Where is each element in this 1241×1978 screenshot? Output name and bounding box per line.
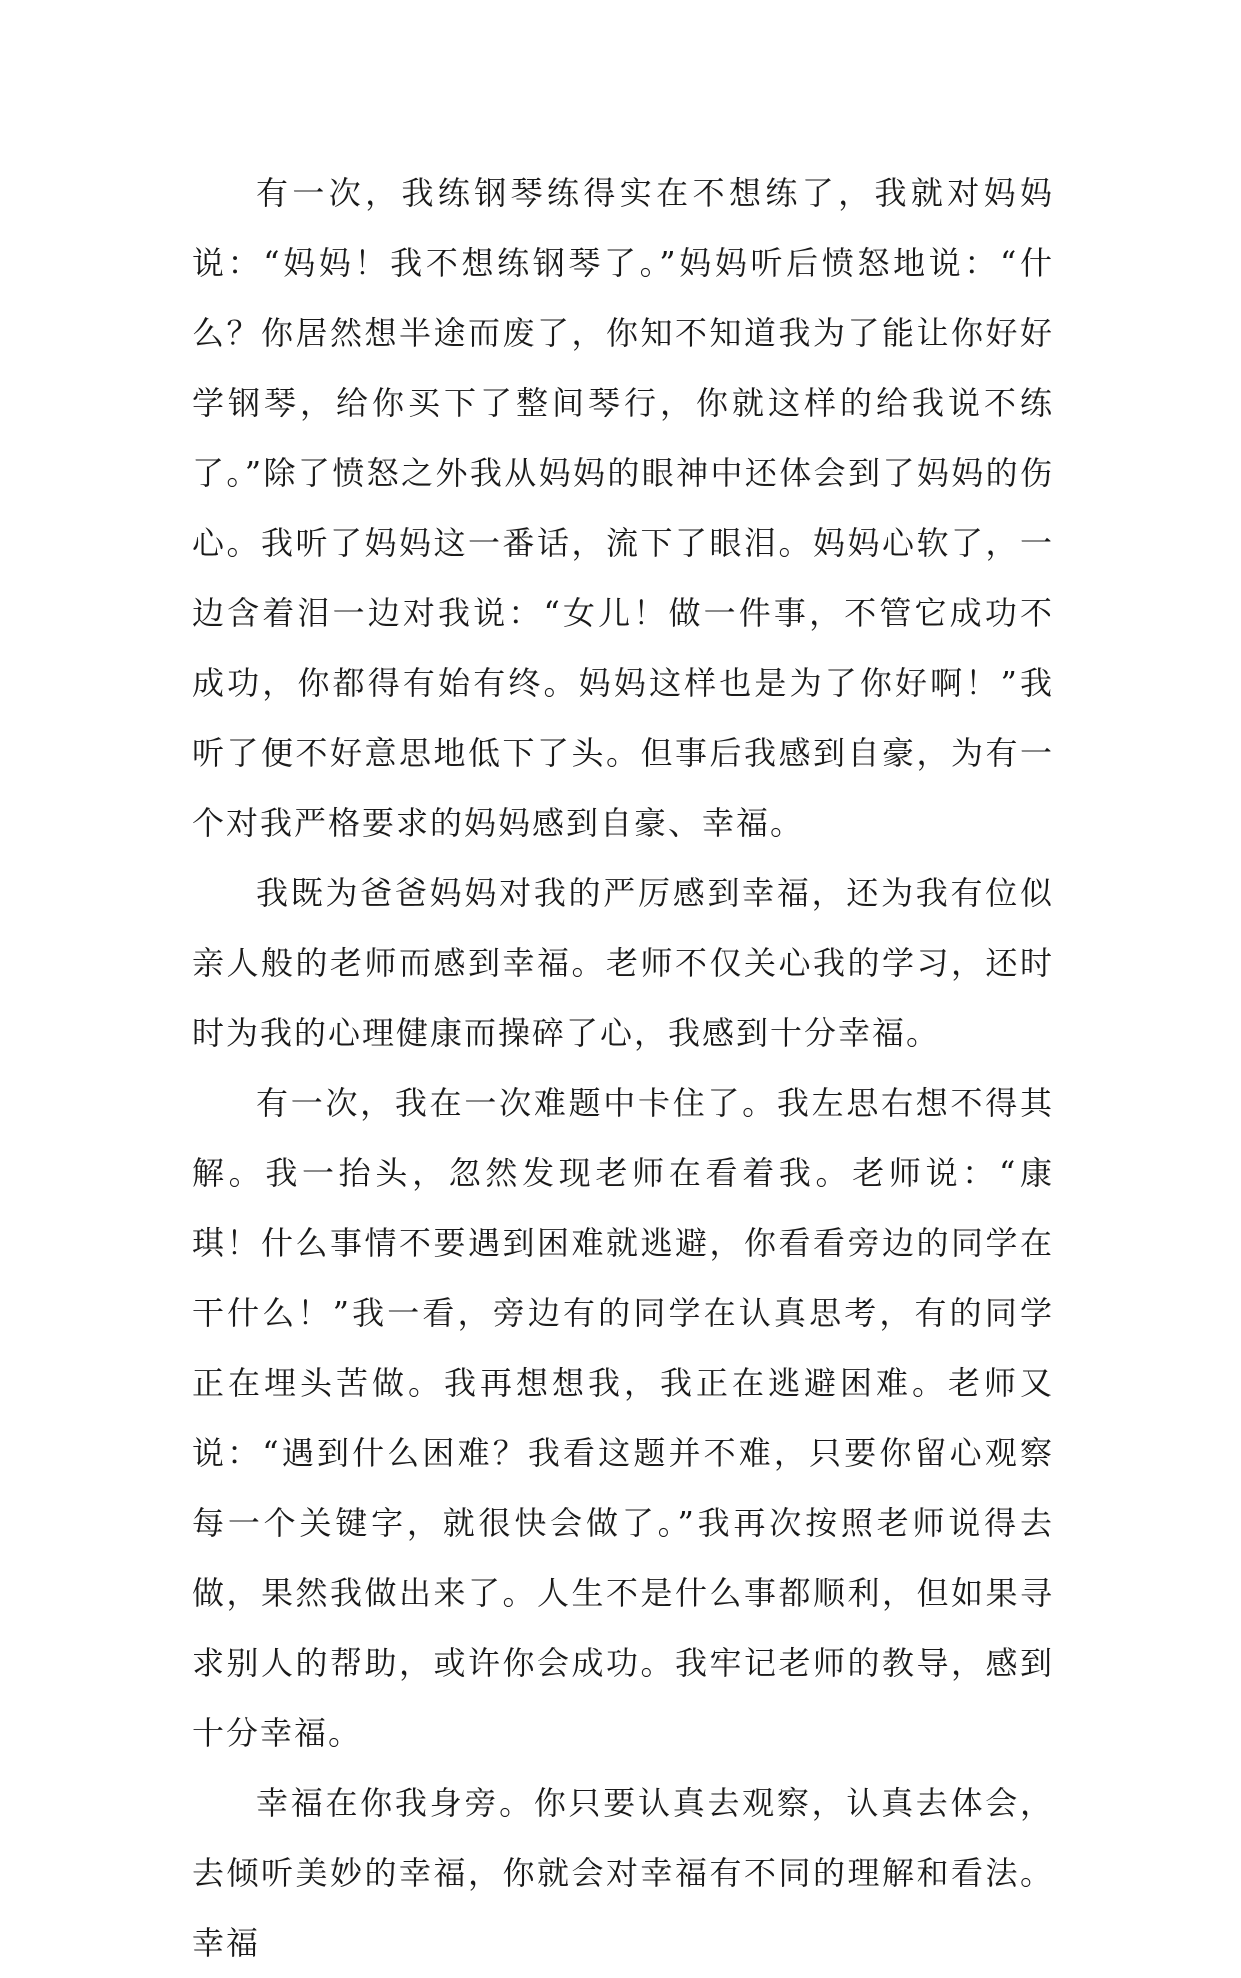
paragraph-2: 我既为爸爸妈妈对我的严厉感到幸福，还为我有位似亲人般的老师而感到幸福。老师不仅关心我的学习，还时时为我的心理健康而操碎了心，我感到十分幸福。	[192, 874, 1054, 1052]
paragraph-4: 幸福在你我身旁。你只要认真去观察，认真去体会，去倾听美妙的幸福，你就会对幸福有不同的理解和看法。幸福	[192, 1784, 1054, 1962]
paragraph-3: 有一次，我在一次难题中卡住了。我左思右想不得其解。我一抬头，忽然发现老师在看着我。老师说：“康琪！什么事情不要遇到困难就逃避，你看看旁边的同学在干什么！”我一看，旁边有的同学在认真思考，有的同学正在埋头苦做。我再想想我，我正在逃避困难。老师又说：“遇到什么困难？我看这题并不难，只要你留心观察每一个关键字，就很快会做了。”我再次按照老师说得去做，果然我做出来了。人生不是什么事都顺利，但如果寻求别人的帮助，或许你会成功。我牢记老师的教导，感到十分幸福。	[192, 1084, 1054, 1752]
body-text	[192, 158, 1054, 1978]
paragraph-1: 有一次，我练钢琴练得实在不想练了，我就对妈妈说：“妈妈！我不想练钢琴了。”妈妈听后愤怒地说：“什么？你居然想半途而废了，你知不知道我为了能让你好好学钢琴，给你买下了整间琴行，你就这样的给我说不练了。”除了愤怒之外我从妈妈的眼神中还体会到了妈妈的伤心。我听了妈妈这一番话，流下了眼泪。妈妈心软了，一边含着泪一边对我说：“女儿！做一件事，不管它成功不成功，你都得有始有终。妈妈这样也是为了你好啊！”我听了便不好意思地低下了头。但事后我感到自豪，为有一个对我严格要求的妈妈感到自豪、幸福。	[192, 174, 1054, 842]
